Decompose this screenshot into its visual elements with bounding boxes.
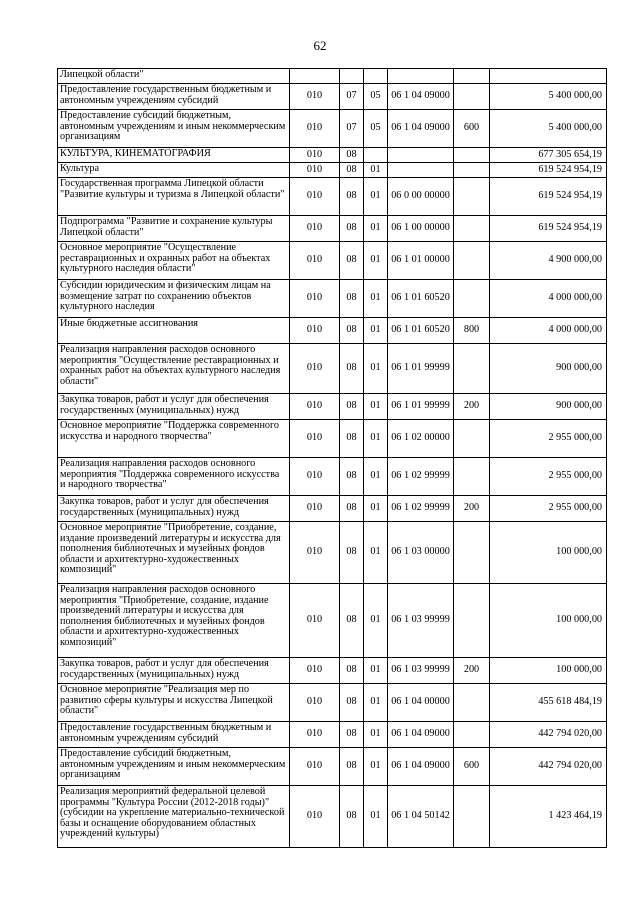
row-section-code: 08 bbox=[340, 458, 364, 496]
page-number: 62 bbox=[313, 38, 327, 53]
table-row bbox=[58, 110, 607, 148]
row-admin-code: 010 bbox=[290, 658, 340, 684]
row-amount: 100 000,00 bbox=[490, 522, 607, 584]
row-name: Предоставление субсидий бюджетным, автономным учреждениям и иным некоммерческим организациям bbox=[58, 748, 290, 786]
row-name: Предоставление государственным бюджетным и автономным учреждениям субсидий bbox=[58, 84, 290, 110]
row-amount: 442 794 020,00 bbox=[490, 722, 607, 748]
row-admin-code: 010 bbox=[290, 394, 340, 420]
row-admin-code: 010 bbox=[290, 684, 340, 722]
row-section-code: 08 bbox=[340, 786, 364, 848]
row-target-code: 06 1 04 00000 bbox=[388, 684, 454, 722]
row-subsection-code: 01 bbox=[364, 280, 388, 318]
row-subsection-code: 01 bbox=[364, 242, 388, 280]
row-admin-code: 010 bbox=[290, 242, 340, 280]
row-name: Подпрограмма "Развитие и сохранение культуры Липецкой области" bbox=[58, 216, 290, 242]
table-row bbox=[58, 242, 607, 280]
row-admin-code: 010 bbox=[290, 458, 340, 496]
row-admin-code: 010 bbox=[290, 84, 340, 110]
table-row bbox=[58, 496, 607, 522]
row-amount: 2 955 000,00 bbox=[490, 458, 607, 496]
row-section-code: 07 bbox=[340, 110, 364, 148]
table-row bbox=[58, 84, 607, 110]
row-section-code: 08 bbox=[340, 318, 364, 344]
row-subsection-code: 05 bbox=[364, 110, 388, 148]
row-subsection-code: 01 bbox=[364, 496, 388, 522]
row-expense-type: 600 bbox=[454, 110, 490, 148]
row-target-code: 06 1 01 60520 bbox=[388, 318, 454, 344]
row-name: Государственная программа Липецкой области "Развитие культуры и туризма в Липецкой области" bbox=[58, 178, 290, 216]
row-amount: 2 955 000,00 bbox=[490, 420, 607, 458]
row-name: Реализация мероприятий федеральной целевой программы "Культура России (2012-2018 годы)" (субсидии на укрепление материально-технической базы и оснащение оборудованием областных учреждений культуры) bbox=[58, 786, 290, 848]
row-admin-code: 010 bbox=[290, 722, 340, 748]
row-expense-type: 200 bbox=[454, 394, 490, 420]
row-amount: 100 000,00 bbox=[490, 658, 607, 684]
row-target-code: 06 1 02 99999 bbox=[388, 496, 454, 522]
row-expense-type bbox=[454, 522, 490, 584]
row-section-code: 08 bbox=[340, 748, 364, 786]
row-admin-code: 010 bbox=[290, 584, 340, 658]
row-target-code: 06 1 03 99999 bbox=[388, 584, 454, 658]
row-name: Основное мероприятие "Поддержка современного искусства и народного творчества" bbox=[58, 420, 290, 458]
table-row bbox=[58, 522, 607, 584]
row-name: Основное мероприятие "Реализация мер по развитию сферы культуры и искусства Липецкой области" bbox=[58, 684, 290, 722]
table-row bbox=[58, 394, 607, 420]
row-expense-type bbox=[454, 722, 490, 748]
row-admin-code: 010 bbox=[290, 748, 340, 786]
row-name: Предоставление субсидий бюджетным, автономным учреждениям и иным некоммерческим организациям bbox=[58, 110, 290, 148]
row-expense-type bbox=[454, 178, 490, 216]
row-expense-type bbox=[454, 420, 490, 458]
row-expense-type bbox=[454, 148, 490, 163]
row-subsection-code: 01 bbox=[364, 318, 388, 344]
row-section-code bbox=[340, 69, 364, 84]
row-subsection-code: 01 bbox=[364, 658, 388, 684]
row-expense-type bbox=[454, 69, 490, 84]
row-section-code: 08 bbox=[340, 722, 364, 748]
row-section-code: 08 bbox=[340, 178, 364, 216]
row-expense-type bbox=[454, 584, 490, 658]
row-name: Закупка товаров, работ и услуг для обеспечения государственных (муниципальных) нужд bbox=[58, 496, 290, 522]
row-target-code: 06 1 04 09000 bbox=[388, 748, 454, 786]
row-admin-code: 010 bbox=[290, 786, 340, 848]
row-target-code: 06 0 00 00000 bbox=[388, 178, 454, 216]
row-section-code: 08 bbox=[340, 216, 364, 242]
row-section-code: 08 bbox=[340, 344, 364, 394]
table-row bbox=[58, 216, 607, 242]
table-row bbox=[58, 684, 607, 722]
table-row bbox=[58, 148, 607, 163]
row-admin-code bbox=[290, 69, 340, 84]
row-amount: 4 000 000,00 bbox=[490, 280, 607, 318]
row-section-code: 08 bbox=[340, 684, 364, 722]
row-expense-type: 800 bbox=[454, 318, 490, 344]
row-amount: 442 794 020,00 bbox=[490, 748, 607, 786]
row-amount: 677 305 654,19 bbox=[490, 148, 607, 163]
row-subsection-code: 05 bbox=[364, 84, 388, 110]
row-name: Реализация направления расходов основного мероприятия "Осуществление реставрационных и охранных работ на объектах культурного наследия области" bbox=[58, 344, 290, 394]
row-admin-code: 010 bbox=[290, 148, 340, 163]
row-target-code: 06 1 04 50142 bbox=[388, 786, 454, 848]
budget-table bbox=[57, 68, 607, 848]
table-row bbox=[58, 178, 607, 216]
row-amount: 100 000,00 bbox=[490, 584, 607, 658]
row-name: Липецкой области" bbox=[58, 69, 290, 84]
row-target-code: 06 1 04 09000 bbox=[388, 110, 454, 148]
row-expense-type bbox=[454, 216, 490, 242]
row-expense-type bbox=[454, 786, 490, 848]
row-amount: 619 524 954,19 bbox=[490, 216, 607, 242]
row-expense-type: 200 bbox=[454, 658, 490, 684]
row-section-code: 08 bbox=[340, 420, 364, 458]
row-admin-code: 010 bbox=[290, 216, 340, 242]
table-row bbox=[58, 318, 607, 344]
row-admin-code: 010 bbox=[290, 280, 340, 318]
row-expense-type bbox=[454, 163, 490, 178]
row-name: КУЛЬТУРА, КИНЕМАТОГРАФИЯ bbox=[58, 148, 290, 163]
row-name: Культура bbox=[58, 163, 290, 178]
row-subsection-code: 01 bbox=[364, 344, 388, 394]
row-amount: 5 400 000,00 bbox=[490, 110, 607, 148]
row-target-code: 06 1 03 99999 bbox=[388, 658, 454, 684]
row-expense-type bbox=[454, 458, 490, 496]
table-row bbox=[58, 420, 607, 458]
row-section-code: 07 bbox=[340, 84, 364, 110]
row-target-code: 06 1 04 09000 bbox=[388, 84, 454, 110]
table-row bbox=[58, 584, 607, 658]
row-amount: 455 618 484,19 bbox=[490, 684, 607, 722]
row-section-code: 08 bbox=[340, 280, 364, 318]
row-amount: 2 955 000,00 bbox=[490, 496, 607, 522]
row-subsection-code: 01 bbox=[364, 216, 388, 242]
table-row bbox=[58, 344, 607, 394]
row-target-code: 06 1 01 00000 bbox=[388, 242, 454, 280]
row-admin-code: 010 bbox=[290, 522, 340, 584]
table-row bbox=[58, 69, 607, 84]
row-subsection-code: 01 bbox=[364, 722, 388, 748]
row-expense-type bbox=[454, 242, 490, 280]
row-section-code: 08 bbox=[340, 584, 364, 658]
row-expense-type bbox=[454, 84, 490, 110]
row-section-code: 08 bbox=[340, 242, 364, 280]
row-subsection-code: 01 bbox=[364, 394, 388, 420]
table-row bbox=[58, 280, 607, 318]
row-section-code: 08 bbox=[340, 148, 364, 163]
row-name: Реализация направления расходов основного мероприятия "Приобретение, создание, издание произведений литературы и искусства для пополнения библиотечных и музейных фондов области и архитектурно-художественных композиций" bbox=[58, 584, 290, 658]
row-target-code: 06 1 01 99999 bbox=[388, 344, 454, 394]
row-expense-type bbox=[454, 684, 490, 722]
row-name: Субсидии юридическим и физическим лицам на возмещение затрат по сохранению объектов культурного наследия bbox=[58, 280, 290, 318]
row-admin-code: 010 bbox=[290, 178, 340, 216]
row-amount: 619 524 954,19 bbox=[490, 163, 607, 178]
row-target-code bbox=[388, 148, 454, 163]
row-amount bbox=[490, 69, 607, 84]
row-target-code: 06 1 01 99999 bbox=[388, 394, 454, 420]
row-name: Реализация направления расходов основного мероприятия "Поддержка современного искусства и народного творчества" bbox=[58, 458, 290, 496]
row-name: Закупка товаров, работ и услуг для обеспечения государственных (муниципальных) нужд bbox=[58, 658, 290, 684]
row-expense-type bbox=[454, 280, 490, 318]
row-target-code: 06 1 02 00000 bbox=[388, 420, 454, 458]
row-target-code: 06 1 00 00000 bbox=[388, 216, 454, 242]
row-subsection-code: 01 bbox=[364, 522, 388, 584]
row-name: Иные бюджетные ассигнования bbox=[58, 318, 290, 344]
row-admin-code: 010 bbox=[290, 344, 340, 394]
row-subsection-code: 01 bbox=[364, 420, 388, 458]
row-amount: 900 000,00 bbox=[490, 344, 607, 394]
row-target-code: 06 1 02 99999 bbox=[388, 458, 454, 496]
row-amount: 619 524 954,19 bbox=[490, 178, 607, 216]
row-subsection-code bbox=[364, 69, 388, 84]
table-row bbox=[58, 722, 607, 748]
row-amount: 900 000,00 bbox=[490, 394, 607, 420]
row-name: Основное мероприятие "Осуществление реставрационных и охранных работ на объектах культурного наследия области" bbox=[58, 242, 290, 280]
row-expense-type: 200 bbox=[454, 496, 490, 522]
row-section-code: 08 bbox=[340, 496, 364, 522]
row-section-code: 08 bbox=[340, 394, 364, 420]
row-admin-code: 010 bbox=[290, 420, 340, 458]
row-target-code bbox=[388, 69, 454, 84]
row-subsection-code: 01 bbox=[364, 684, 388, 722]
row-amount: 4 000 000,00 bbox=[490, 318, 607, 344]
row-name: Основное мероприятие "Приобретение, создание, издание произведений литературы и искусства для пополнения библиотечных и музейных фондов области и архитектурно-художественных композиций" bbox=[58, 522, 290, 584]
row-admin-code: 010 bbox=[290, 318, 340, 344]
row-section-code: 08 bbox=[340, 163, 364, 178]
row-section-code: 08 bbox=[340, 522, 364, 584]
row-subsection-code: 01 bbox=[364, 178, 388, 216]
row-expense-type: 600 bbox=[454, 748, 490, 786]
row-subsection-code bbox=[364, 148, 388, 163]
row-subsection-code: 01 bbox=[364, 458, 388, 496]
row-target-code: 06 1 04 09000 bbox=[388, 722, 454, 748]
row-subsection-code: 01 bbox=[364, 584, 388, 658]
row-target-code: 06 1 03 00000 bbox=[388, 522, 454, 584]
table-row bbox=[58, 458, 607, 496]
row-amount: 5 400 000,00 bbox=[490, 84, 607, 110]
row-subsection-code: 01 bbox=[364, 163, 388, 178]
row-subsection-code: 01 bbox=[364, 786, 388, 848]
table-row bbox=[58, 748, 607, 786]
row-admin-code: 010 bbox=[290, 496, 340, 522]
row-target-code: 06 1 01 60520 bbox=[388, 280, 454, 318]
row-name: Предоставление государственным бюджетным и автономным учреждениям субсидий bbox=[58, 722, 290, 748]
table-row bbox=[58, 163, 607, 178]
row-subsection-code: 01 bbox=[364, 748, 388, 786]
row-target-code bbox=[388, 163, 454, 178]
row-name: Закупка товаров, работ и услуг для обеспечения государственных (муниципальных) нужд bbox=[58, 394, 290, 420]
row-section-code: 08 bbox=[340, 658, 364, 684]
row-expense-type bbox=[454, 344, 490, 394]
row-admin-code: 010 bbox=[290, 110, 340, 148]
table-row bbox=[58, 786, 607, 848]
row-amount: 4 900 000,00 bbox=[490, 242, 607, 280]
row-admin-code: 010 bbox=[290, 163, 340, 178]
row-amount: 1 423 464,19 bbox=[490, 786, 607, 848]
table-row bbox=[58, 658, 607, 684]
